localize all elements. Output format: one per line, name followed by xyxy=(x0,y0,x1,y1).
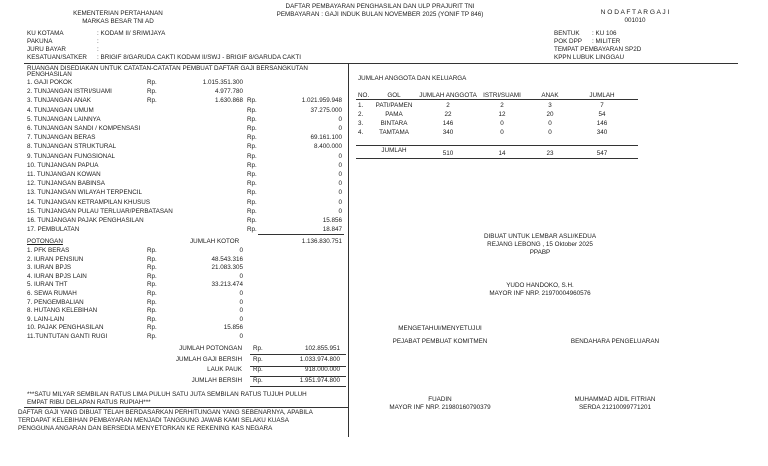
deduction-value: 0 xyxy=(239,315,243,323)
title-line-1: DAFTAR PEMBAYARAN PENGHASILAN DAN ULP PRAJURIT TNI xyxy=(285,3,475,10)
members-cell-istri: 0 xyxy=(500,120,504,127)
members-total-istri: 14 xyxy=(498,150,506,157)
income-row xyxy=(27,226,367,234)
income-value-2: 0 xyxy=(338,171,342,178)
total-value: 1.951.974.800 xyxy=(299,376,340,384)
deduction-value: 21.083.305 xyxy=(211,264,243,272)
income-rp-2: Rp. xyxy=(247,171,257,178)
meta-value-kotama: : KODAM II/ SRIWIJAYA xyxy=(97,30,166,37)
deduction-row xyxy=(27,333,367,341)
deduction-value: 0 xyxy=(239,298,243,306)
income-value-2: 0 xyxy=(338,161,342,169)
members-header-gol: GOL xyxy=(387,92,401,99)
deduction-label: 6. SEWA RUMAH xyxy=(27,290,77,297)
members-cell-no: 2. xyxy=(358,111,364,118)
income-value-2: 37.275.000 xyxy=(310,106,342,114)
deduction-row xyxy=(27,247,367,255)
income-rp-2: Rp. xyxy=(247,161,257,169)
total-rp: Rp. xyxy=(253,345,263,352)
income-rp-2: Rp. xyxy=(247,115,257,123)
total-row xyxy=(27,356,367,364)
members-cell-anggota: 2 xyxy=(446,102,450,109)
income-label: 11. TUNJANGAN KOWAN xyxy=(27,171,101,178)
income-list xyxy=(27,79,347,239)
income-label: 5. TUNJANGAN LAINNYA xyxy=(27,115,101,123)
tempat-tanggal: REJANG LEBONG , 15 Oktober 2025 xyxy=(487,241,593,248)
members-cell-istri: 2 xyxy=(500,102,504,109)
deduction-rp: Rp. xyxy=(147,255,157,263)
total-value: 102.855.951 xyxy=(304,345,340,352)
members-total-jumlah: 547 xyxy=(596,150,608,157)
members-bottom-rule xyxy=(356,158,638,159)
income-rp-1: Rp. xyxy=(147,88,157,96)
deduction-value: 48.543.316 xyxy=(211,255,243,263)
members-header-anggota: JUMLAH ANGGOTA xyxy=(419,92,477,99)
members-cell-gol: PATI/PAMEN xyxy=(375,102,413,109)
deduction-rp: Rp. xyxy=(147,324,157,332)
deduction-row xyxy=(27,264,367,272)
totals-rule-2 xyxy=(250,366,346,367)
income-value-2: 0 xyxy=(338,189,342,197)
income-row xyxy=(27,189,367,197)
members-title: JUMLAH ANGGOTA DAN KELUARGA xyxy=(358,75,467,82)
income-row xyxy=(27,162,367,170)
meta-value-jurubayar: : xyxy=(97,46,99,53)
income-value-2: 18.847 xyxy=(322,226,342,234)
deduction-label: 11.TUNTUTAN GANTI RUGI xyxy=(27,333,108,340)
total-value: 1.033.974.800 xyxy=(299,355,340,363)
deduction-row xyxy=(27,273,367,281)
deduction-row xyxy=(27,316,367,324)
income-rp-2: Rp. xyxy=(247,217,257,224)
members-total-rule xyxy=(356,145,638,146)
income-row xyxy=(27,180,367,188)
income-rp-2: Rp. xyxy=(247,143,257,151)
members-cell-anggota: 146 xyxy=(442,120,454,127)
income-label: 12. TUNJANGAN BABINSA xyxy=(27,180,105,188)
deduction-value: 0 xyxy=(239,290,243,297)
deduction-rp: Rp. xyxy=(147,298,157,306)
ppk-nrp: MAYOR INF NRP. 21980160790379 xyxy=(389,404,491,411)
members-cell-gol: TAMTAMA xyxy=(379,129,409,136)
no-daftar-value: 001010 xyxy=(624,17,646,24)
total-row xyxy=(27,345,367,353)
bendahara-name: MUHAMMAD AIDIL FITRIAN xyxy=(574,396,656,403)
no-daftar-label: N O D A F T A R G A J I xyxy=(600,9,670,16)
deduction-label: 4. IURAN BPJS LAIN xyxy=(27,272,87,280)
org-line-2: MARKAS BESAR TNI AD xyxy=(82,18,154,25)
members-cell-no: 4. xyxy=(358,129,364,136)
members-header-rule xyxy=(356,99,638,100)
meta-label-jurubayar: JURU BAYAR xyxy=(27,46,66,53)
income-value-2: 0 xyxy=(338,180,342,188)
deduction-label: 9. LAIN-LAIN xyxy=(27,315,65,323)
org-line-1: KEMENTERIAN PERTAHANAN xyxy=(73,10,163,17)
income-value-2: 8.400.000 xyxy=(313,143,342,151)
members-cell-anak: 0 xyxy=(548,129,552,136)
income-label: 4. TUNJANGAN UMUM xyxy=(27,106,94,114)
income-row xyxy=(27,107,367,115)
footer-rule xyxy=(24,407,348,408)
deduction-row xyxy=(27,281,367,289)
members-cell-anggota: 340 xyxy=(442,129,454,136)
income-row xyxy=(27,79,367,87)
total-row xyxy=(27,377,367,385)
members-header-no: NO. xyxy=(358,92,370,99)
members-header-anak: ANAK xyxy=(541,92,559,99)
members-total-anggota: 510 xyxy=(442,150,454,157)
income-rp-2: Rp. xyxy=(247,189,257,197)
income-value-1: 4.977.780 xyxy=(214,88,243,96)
deduction-label: 8. HUTANG KELEBIHAN xyxy=(27,307,98,315)
deduction-label: 1. PFK BERAS xyxy=(27,247,70,254)
members-cell-no: 1. xyxy=(358,102,364,109)
deduction-list xyxy=(27,247,347,343)
members-header-jumlah: JUMLAH xyxy=(589,92,615,99)
meta-label-kotama: KU KOTAMA xyxy=(27,30,64,37)
deduction-value: 0 xyxy=(239,333,243,340)
income-value-2: 69.161.100 xyxy=(310,134,342,142)
income-rp-2: Rp. xyxy=(247,180,257,188)
ppk-title: PEJABAT PEMBUAT KOMITMEN xyxy=(392,338,488,345)
footer-note-1: DAFTAR GAJI YANG DIBUAT TELAH BERDASARKAN PERHITUNGAN YANG SEBENARNYA, APABILA xyxy=(18,409,313,416)
members-cell-anak: 3 xyxy=(548,102,552,109)
meta-value-pokdpp: : MILITER xyxy=(592,38,621,45)
income-row xyxy=(27,208,367,216)
deduction-value: 0 xyxy=(239,307,243,315)
income-value-2: 0 xyxy=(338,125,342,132)
deduction-row xyxy=(27,290,367,298)
income-rp-2: Rp. xyxy=(247,125,257,132)
footer-note-3: PENGGUNA ANGARAN DAN BERSEDIA MENYETORKAN KE REKENING KAS NEGARA xyxy=(18,425,273,432)
meta-label-tempat: TEMPAT PEMBAYARAN SP2D xyxy=(554,46,642,53)
income-rp-2: Rp. xyxy=(247,106,257,114)
members-cell-anak: 20 xyxy=(546,111,554,118)
ppabp-name: YUDO HANDOKO, S.H. xyxy=(506,282,574,289)
income-label: 7. TUNJANGAN BERAS xyxy=(27,134,96,142)
income-row xyxy=(27,116,367,124)
income-label: 6. TUNJANGAN SANDI / KOMPENSASI xyxy=(27,125,141,132)
deduction-label: 7. PENGEMBALIAN xyxy=(27,298,84,306)
income-label: 16. TUNJANGAN PAJAK PENGHASILAN xyxy=(27,217,144,224)
income-value-2: 0 xyxy=(338,198,342,206)
income-value-2: 0 xyxy=(338,115,342,123)
meta-value-bentuk: : KU 106 xyxy=(592,30,617,37)
footer-note-2: TERDAPAT KELEBIHAN PEMBAYARAN MENJADI TANGGUNG JAWAB KAMI SELAKU KUASA xyxy=(18,417,289,424)
members-cell-jumlah: 54 xyxy=(598,111,606,118)
income-row xyxy=(27,97,367,105)
income-value-2: 1.021.959.948 xyxy=(301,97,342,105)
income-label: 8. TUNJANGAN STRUKTURAL xyxy=(27,143,117,151)
income-row xyxy=(27,125,367,133)
meta-label-bentuk: BENTUK xyxy=(554,30,580,37)
deduction-value: 0 xyxy=(239,272,243,280)
income-row xyxy=(27,88,367,96)
income-value-1: 1.015.351.300 xyxy=(202,79,243,86)
members-cell-gol: PAMA xyxy=(385,111,403,118)
income-row xyxy=(27,199,367,207)
total-label: JUMLAH GAJI BERSIH xyxy=(175,355,242,363)
deduction-rp: Rp. xyxy=(147,281,157,289)
ppk-name: FUADIN xyxy=(428,396,452,403)
bendahara-nrp: SERDA 21210099771201 xyxy=(578,404,652,411)
totals-rule-3 xyxy=(250,376,346,377)
total-label: LAUK PAUK xyxy=(207,366,242,374)
deduction-label: 2. IURAN PENSIUN xyxy=(27,255,84,263)
section-note-2: PENGHASILAN xyxy=(27,71,72,78)
total-rp: Rp. xyxy=(253,366,263,374)
potongan-label: POTONGAN xyxy=(27,238,63,245)
deduction-row xyxy=(27,256,367,264)
totals-list xyxy=(27,345,347,389)
deduction-label: 3. IURAN BPJS xyxy=(27,264,72,272)
income-rp-2: Rp. xyxy=(247,207,257,215)
terbilang-line-1: ***SATU MILYAR SEMBILAN RATUS LIMA PULUH SATU JUTA SEMBILAN RATUS TUJUH PULUH xyxy=(27,391,307,398)
members-cell-jumlah: 146 xyxy=(596,120,608,127)
members-cell-jumlah: 7 xyxy=(600,102,604,109)
income-label: 9. TUNJANGAN FUNGSIONAL xyxy=(27,152,116,160)
title-line-2: PEMBAYARAN : GAJI INDUK BULAN NOVEMBER 2025 (YONIF TP 846) xyxy=(276,11,484,18)
income-label: 17. PEMBULATAN xyxy=(27,226,80,234)
income-row xyxy=(27,171,367,179)
deduction-row xyxy=(27,324,367,332)
deduction-rp: Rp. xyxy=(147,307,157,315)
income-label: 3. TUNJANGAN ANAK xyxy=(27,97,91,105)
jumlah-kotor-label: JUMLAH KOTOR xyxy=(190,238,240,245)
members-cell-istri: 12 xyxy=(498,111,506,118)
meta-value-kesatuan: : BRIGIF 8/GARUDA CAKTI KODAM II/SWJ - BRIGIF 8/GARUDA CAKTI xyxy=(97,54,301,61)
members-cell-gol: BINTARA xyxy=(380,120,408,127)
terbilang-line-2: EMPAT RIBU DELAPAN RATUS RUPIAH*** xyxy=(27,399,151,406)
meta-label-pakuna: PAKUNA xyxy=(27,38,53,45)
deduction-label: 5. IURAN THT xyxy=(27,281,68,289)
income-rp-2: Rp. xyxy=(247,198,257,206)
income-sum-rule xyxy=(258,234,344,235)
jumlah-kotor-value: 1.136.830.751 xyxy=(301,238,342,245)
deduction-value: 33.213.474 xyxy=(211,281,243,289)
meta-label-kesatuan: KESATUAN/SATKER xyxy=(27,54,87,61)
income-rp-1: Rp. xyxy=(147,97,157,105)
deduction-rp: Rp. xyxy=(147,290,157,297)
deduction-value: 0 xyxy=(239,247,243,254)
income-row xyxy=(27,217,367,225)
deduction-row xyxy=(27,299,367,307)
income-label: 15. TUNJANGAN PULAU TERLUAR/PERBATASAN xyxy=(27,207,173,215)
income-value-1: 1.630.868 xyxy=(214,97,243,105)
deduction-rp: Rp. xyxy=(147,247,157,254)
ppabp-label: PPABP xyxy=(529,249,551,256)
deduction-rp: Rp. xyxy=(147,264,157,272)
top-rule xyxy=(24,63,738,64)
total-value: 918.000.000 xyxy=(304,366,340,374)
totals-rule-1 xyxy=(250,354,346,355)
income-label: 2. TUNJANGAN ISTRI/SUAMI xyxy=(27,88,112,96)
income-value-2: 15.856 xyxy=(322,217,342,224)
totals-rule-4 xyxy=(250,386,346,387)
mengetahui-label: MENGETAHUI/MENYETUJUI xyxy=(398,325,482,332)
total-rp: Rp. xyxy=(253,355,263,363)
ppabp-nrp: MAYOR INF NRP. 21970004960576 xyxy=(489,290,591,297)
income-row xyxy=(27,153,367,161)
dibuat-label: DIBUAT UNTUK LEMBAR ASLI/KEDUA xyxy=(483,233,597,240)
total-rp: Rp. xyxy=(253,376,263,384)
members-total-anak: 23 xyxy=(546,150,554,157)
total-label: JUMLAH POTONGAN xyxy=(179,345,242,352)
deduction-value: 15.856 xyxy=(223,324,243,332)
deduction-rp: Rp. xyxy=(147,272,157,280)
income-label: 13. TUNJANGAN WILAYAH TERPENCIL xyxy=(27,189,143,197)
income-rp-2: Rp. xyxy=(247,97,257,105)
meta-value-pakuna: : xyxy=(97,38,99,45)
total-row xyxy=(27,366,367,374)
income-label: 1. GAJI POKOK xyxy=(27,79,73,86)
section-note-1: RUANGAN DISEDIAKAN UNTUK CATATAN-CATATAN PEMBUAT DAFTAR GAJI BERSANGKUTAN xyxy=(27,65,308,72)
income-rp-1: Rp. xyxy=(147,79,157,86)
members-cell-jumlah: 340 xyxy=(596,129,608,136)
deduction-rp: Rp. xyxy=(147,315,157,323)
income-row xyxy=(27,134,367,142)
income-rp-2: Rp. xyxy=(247,134,257,142)
income-value-2: 0 xyxy=(338,207,342,215)
members-cell-anggota: 22 xyxy=(444,111,452,118)
deduction-rp: Rp. xyxy=(147,333,157,340)
income-row xyxy=(27,143,367,151)
deduction-label: 10. PAJAK PENGHASILAN xyxy=(27,324,104,332)
members-cell-no: 3. xyxy=(358,120,364,127)
income-label: 14. TUNJANGAN KETRAMPILAN KHUSUS xyxy=(27,198,151,206)
bendahara-title: BENDAHARA PENGELUARAN xyxy=(570,338,660,345)
deduction-row xyxy=(27,307,367,315)
members-total-label: JUMLAH xyxy=(381,147,407,154)
income-rp-2: Rp. xyxy=(247,226,257,234)
income-rp-2: Rp. xyxy=(247,152,257,160)
members-header-istri: ISTRI/SUAMI xyxy=(483,92,521,99)
income-value-2: 0 xyxy=(338,152,342,160)
meta-label-kppn: KPPN LUBUK LINGGAU xyxy=(554,54,624,61)
members-cell-istri: 0 xyxy=(500,129,504,136)
members-cell-anak: 0 xyxy=(548,120,552,127)
income-label: 10. TUNJANGAN PAPUA xyxy=(27,161,99,169)
meta-label-pokdpp: POK DPP xyxy=(554,38,582,45)
total-label: JUMLAH BERSIH xyxy=(191,376,242,384)
